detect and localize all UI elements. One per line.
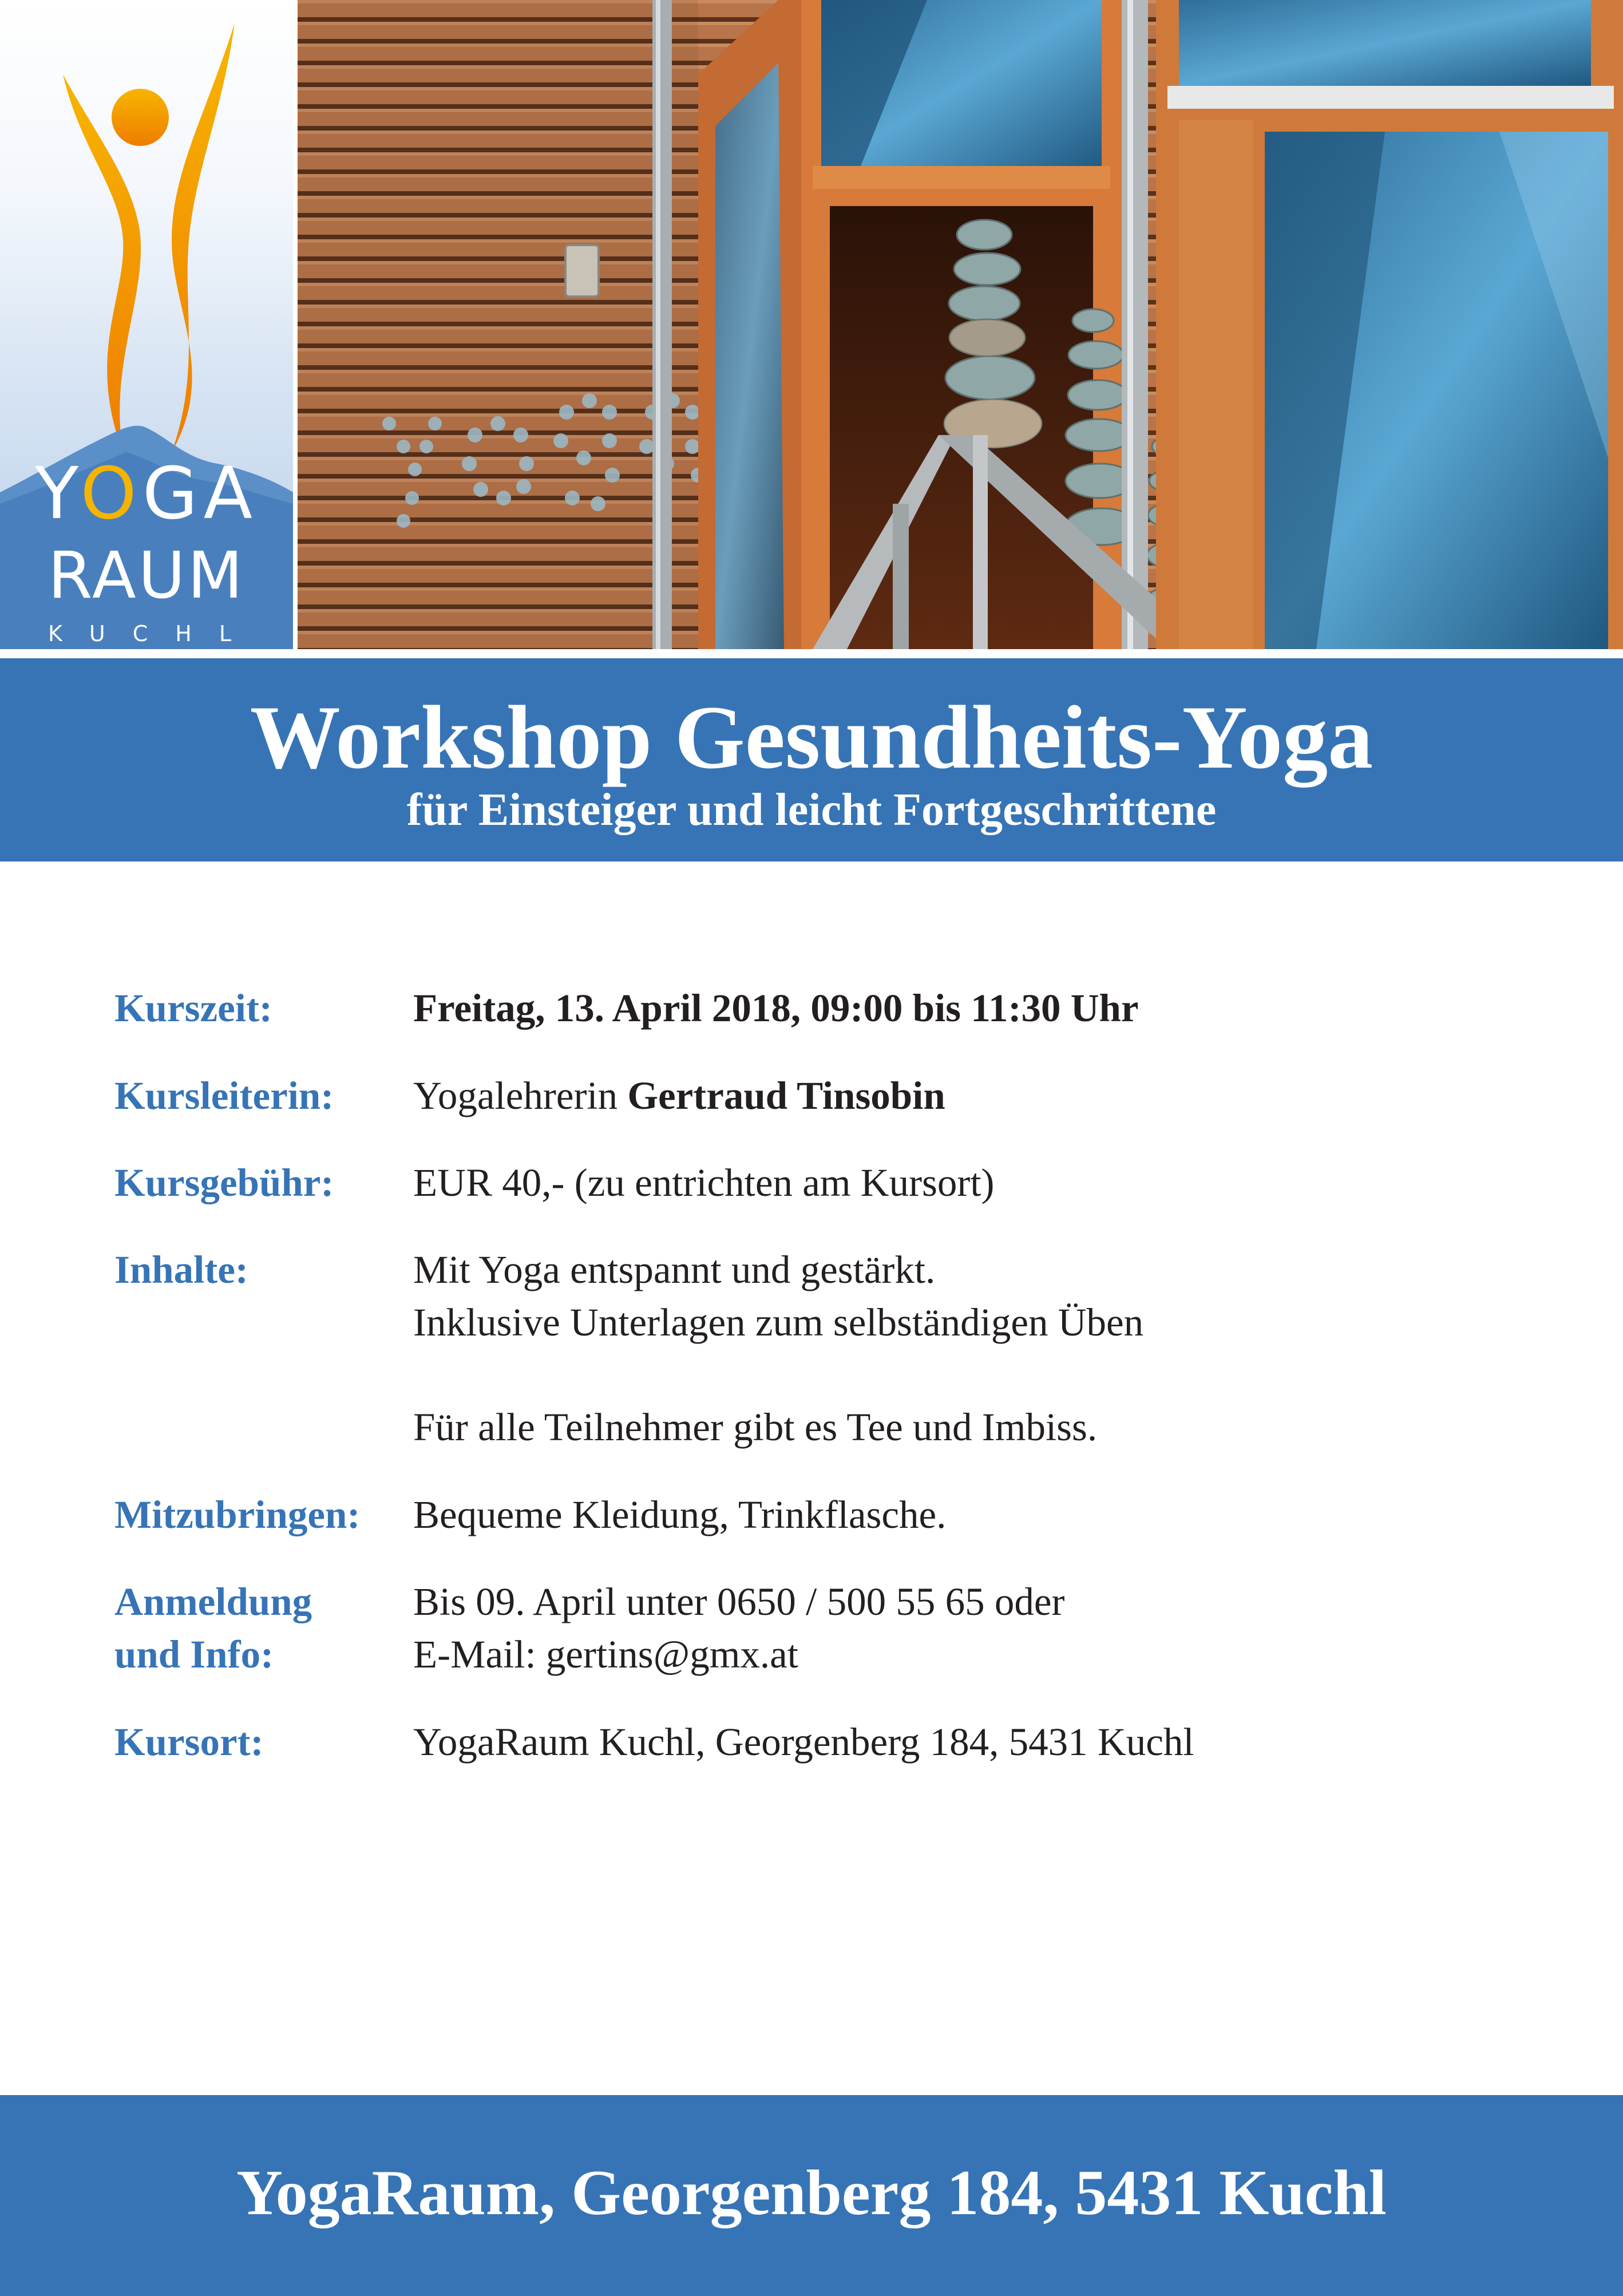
kursleiterin-prefix: Yogalehrerin xyxy=(413,1074,628,1117)
label-inhalte: Inhalte: xyxy=(114,1248,248,1291)
value-kursort: YogaRaum Kuchl, Georgenberg 184, 5431 Kuchl xyxy=(413,1720,1194,1764)
title-banner xyxy=(0,658,1623,862)
label-kursort: Kursort: xyxy=(114,1720,264,1764)
footer-banner xyxy=(0,2095,1623,2296)
value-kursleiterin xyxy=(413,1069,945,1122)
workshop-title: Workshop Gesundheits-Yoga xyxy=(250,687,1373,788)
workshop-subtitle: für Einsteiger und leicht Fortgeschrittene xyxy=(406,785,1217,835)
label-kursgebuehr: Kursgebühr: xyxy=(114,1161,334,1204)
logo-kuchl-text: KUCHL xyxy=(48,621,259,646)
label-kurszeit: Kurszeit: xyxy=(114,986,272,1030)
yogaraum-logo xyxy=(0,0,293,649)
logo-raum-text: RAUM xyxy=(47,539,246,613)
label-mitzubringen: Mitzubringen: xyxy=(114,1493,361,1536)
label-anmeldung-line1: Anmeldung xyxy=(114,1580,312,1623)
footer-address: YogaRaum, Georgenberg 184, 5431 Kuchl xyxy=(236,2157,1387,2228)
value-inhalte-line1: Mit Yoga entspannt und gestärkt. xyxy=(413,1248,936,1291)
kursleiterin-name: Gertraud Tinsobin xyxy=(627,1074,945,1117)
value-anmeldung-email[interactable]: E-Mail: gertins@gmx.at xyxy=(413,1633,798,1676)
logo-y: Y xyxy=(34,452,81,535)
value-anmeldung-line1: Bis 09. April unter 0650 / 500 55 65 oder xyxy=(413,1580,1065,1623)
label-anmeldung-line2: und Info: xyxy=(114,1633,274,1676)
value-inhalte-line2: Inklusive Unterlagen zum selbständigen Üben xyxy=(413,1301,1144,1344)
value-inhalte-line3: Für alle Teilnehmer gibt es Tee und Imbiss. xyxy=(413,1405,1098,1449)
value-mitzubringen: Bequeme Kleidung, Trinkflasche. xyxy=(413,1493,947,1536)
value-kurszeit: Freitag, 13. April 2018, 09:00 bis 11:30 Uhr xyxy=(413,986,1139,1030)
label-kursleiterin: Kursleiterin: xyxy=(114,1074,334,1117)
logo-o: O xyxy=(80,452,142,535)
logo-yoga-text xyxy=(0,452,293,535)
yoga-house-photo xyxy=(298,0,1623,649)
house-entrance-image xyxy=(298,0,1623,649)
value-kursgebuehr: EUR 40,- (zu entrichten am Kursort) xyxy=(413,1161,995,1204)
logo-ga: GA xyxy=(142,452,259,535)
